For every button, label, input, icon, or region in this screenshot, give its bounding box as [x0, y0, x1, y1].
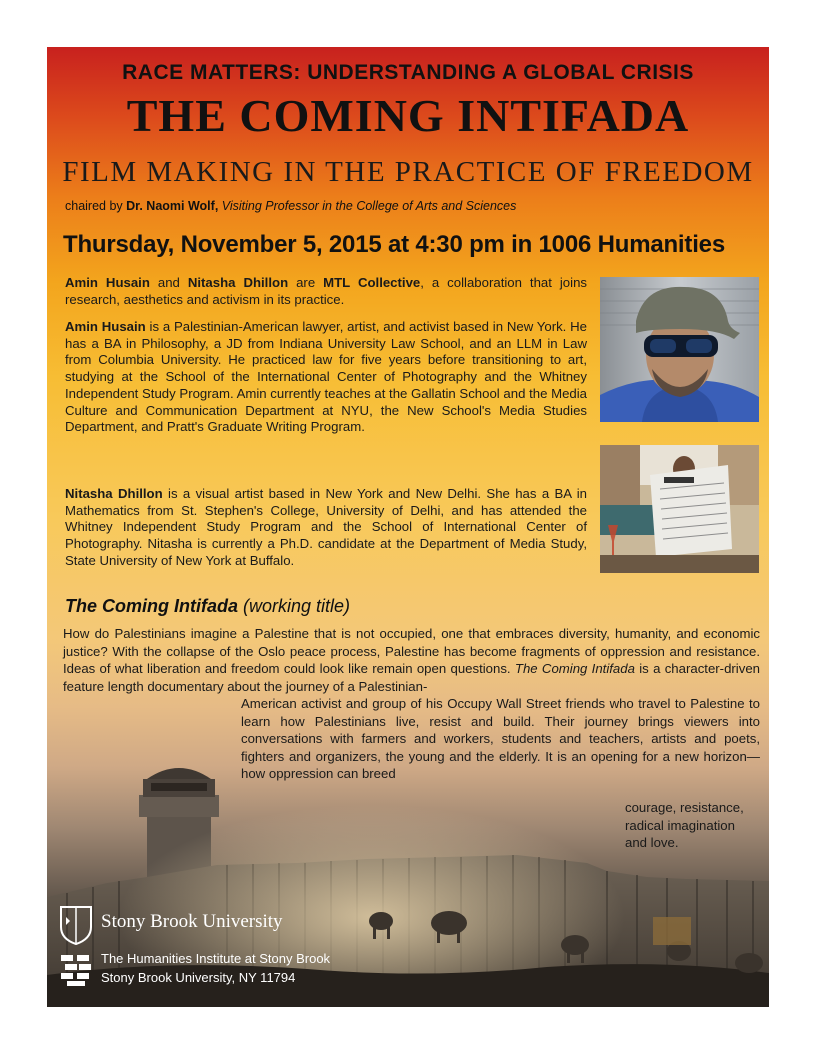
institute-name: The Humanities Institute at Stony Brook [101, 951, 331, 966]
chair-name: Dr. Naomi Wolf, [126, 199, 219, 213]
bio-nitasha-name: Nitasha Dhillon [65, 486, 163, 501]
intro-and: and [149, 275, 188, 290]
bio-nitasha-text: is a visual artist based in New York and New Delhi. She has a BA in Mathematics from St. Stephen's College, University of Delhi, and has attended the Whitney Independent Study Program and the School of International Center of Photography. Nitasha is currently a Ph.D. candidate at the Department of Media Study, State University of New York at Buffalo. [65, 486, 587, 568]
film-para-a-rest: is a character-driven feature length documentary about the journey of a Palestinian- [63, 661, 760, 694]
intro-are: are [288, 275, 324, 290]
portrait-amin-photo [600, 277, 759, 422]
film-para-a-text: How do Palestinians imagine a Palestine that is not occupied, one that embraces diversity, humanity, and economic justice? With the collapse of the Oslo peace process, Palestine has become fragments of oppression and resistance. Ideas of what liberation and freedom could look like remain open questions. [63, 626, 760, 676]
bio-nitasha [65, 486, 587, 570]
film-paragraph-a [63, 625, 760, 695]
event-title: THE COMING INTIFADA [126, 90, 690, 141]
university-name: Stony Brook University [101, 911, 283, 932]
film-paragraph-b: American activist and group of his Occupy Wall Street friends who travel to Palestine to learn how Palestinians live, resist and build. Their journey brings viewers into conversations with farmers and workers, students and teachers, artists and poets, fighters and organizers, the young and the elderly. It is an opening for a new horizon—how oppression can breed [241, 696, 760, 781]
intro-rest: , a collaboration that joins research, aesthetics and activism in its practice. [65, 275, 587, 307]
portrait-nitasha-photo [600, 445, 759, 573]
bio-amin [65, 319, 587, 436]
film-heading-note: (working title) [238, 596, 351, 616]
intro-paragraph [65, 275, 587, 308]
film-paragraph-c: courage, resistance, radical imagination and love. [625, 800, 744, 850]
bio-amin-name: Amin Husain [65, 319, 146, 334]
chair-role: Visiting Professor in the College of Arts and Sciences [218, 199, 517, 213]
chair-prefix: chaired by [65, 199, 127, 213]
bio-amin-text: is a Palestinian-American lawyer, artist, and activist based in New York. He has a BA in Philosophy, a JD from Indiana University Law School, and an LLM in Law from Columbia University. He practiced law for five years before transitioning to art, studying at the School of the International Center of Photography and the Whitney Independent Study Program. Amin currently teaches at the Gallatin School and the Media Culture and Communication Department at NYU, the New School's Media Studies Department, and Pratt's Graduate Writing Program. [65, 319, 587, 435]
event-date-line: Thursday, November 5, 2015 at 4:30 pm in 1006 Humanities [63, 231, 725, 258]
chair-line [65, 199, 516, 213]
institute-address: Stony Brook University, NY 11794 [101, 970, 296, 985]
film-heading [65, 596, 350, 617]
intro-name-nitasha: Nitasha Dhillon [187, 275, 289, 290]
intro-collective: MTL Collective [323, 275, 421, 290]
humanities-institute-logo [59, 953, 93, 987]
intro-name-amin: Amin Husain [65, 275, 150, 290]
event-poster [47, 47, 769, 1007]
film-para-a-title: The Coming Intifada [514, 661, 635, 676]
event-subtitle: FILM MAKING IN THE PRACTICE OF FREEDOM [62, 156, 754, 188]
series-title: RACE MATTERS: UNDERSTANDING A GLOBAL CRISIS [122, 61, 694, 84]
film-heading-title: The Coming Intifada [65, 596, 238, 616]
stony-brook-shield-logo [59, 905, 93, 945]
